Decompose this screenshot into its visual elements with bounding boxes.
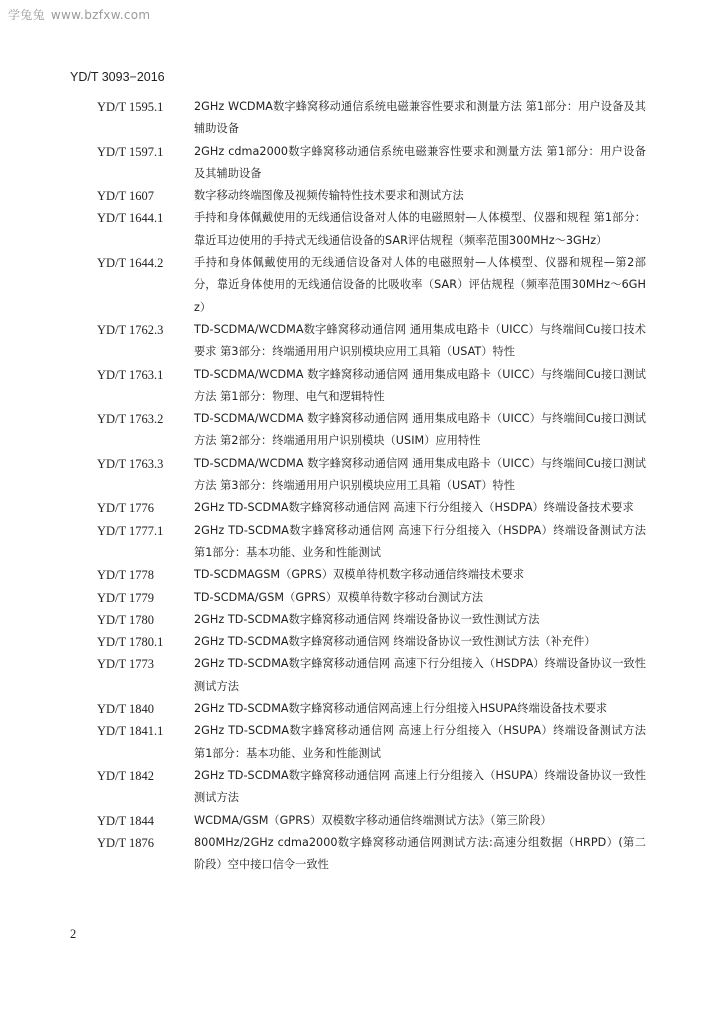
standard-code: YD/T 1876 — [97, 835, 155, 850]
standard-entry — [97, 698, 657, 720]
standard-code: YD/T 1644.2 — [97, 256, 164, 271]
standard-title: TD-SCDMA/WCDMA 数字蜂窝移动通信网 通用集成电路卡（UICC）与终端间Cu接口测试方法 第1部分：物理、电气和逻辑特性 — [194, 367, 646, 403]
standard-code: YD/T 1763.2 — [97, 412, 164, 427]
standard-code: YD/T 1776 — [97, 501, 155, 516]
standard-title: 2GHz cdma2000数字蜂窝移动通信系统电磁兼容性要求和测量方法 第1部分：用户设备及其辅助设备 — [194, 144, 646, 180]
standard-title: TD-SCDMA/WCDMA 数字蜂窝移动通信网 通用集成电路卡（UICC）与终端间Cu接口测试方法 第3部分：终端通用用户识别模块应用工具箱（USAT）特性 — [194, 456, 646, 493]
standard-entry — [97, 252, 657, 319]
standard-code: YD/T 1778 — [97, 568, 155, 583]
standard-code: YD/T 1844 — [97, 813, 155, 828]
standards-list — [97, 96, 657, 876]
standard-title: 800MHz/2GHz cdma2000数字蜂窝移动通信网测试方法:高速分组数据（HRPD）(第二阶段）空中接口信令一致性 — [194, 835, 646, 872]
standard-title: 2GHz TD-SCDMA数字蜂窝移动通信网 高速下行分组接入（HSDPA）终端设备协议一致性测试方法 — [194, 657, 646, 693]
standard-code: YD/T 1780 — [97, 612, 155, 627]
standard-entry — [97, 832, 657, 877]
standard-code: YD/T 1763.3 — [97, 456, 164, 471]
watermark-url: www.bzfxw.com — [50, 8, 151, 22]
standard-code: YD/T 1595.1 — [97, 100, 164, 114]
watermark — [8, 6, 150, 23]
standard-title: 2GHz TD-SCDMA数字蜂窝移动通信网 终端设备协议一致性测试方法 — [194, 612, 540, 626]
standard-entry — [97, 609, 657, 631]
standard-entry — [97, 96, 657, 141]
standard-entry — [97, 564, 657, 586]
standard-code: YD/T 1763.1 — [97, 367, 164, 382]
standard-code: YD/T 1777.1 — [97, 523, 164, 538]
standard-title: TD-SCDMAGSM（GPRS）双模单待机数字移动通信终端技术要求 — [194, 568, 525, 582]
standard-title: 手持和身体佩戴使用的无线通信设备对人体的电磁照射—人体模型、仪器和规程 第1部分：靠近耳边使用的手持式无线通信设备的SAR评估规程（频率范围300MHz～3GHz） — [194, 211, 646, 247]
standard-title: TD-SCDMA/WCDMA数字蜂窝移动通信网 通用集成电路卡（UICC）与终端间Cu接口技术要求 第3部分：终端通用用户识别模块应用工具箱（USAT）特性 — [194, 322, 646, 359]
standard-entry — [97, 653, 657, 698]
standard-title: 2GHz TD-SCDMA数字蜂窝移动通信网 高速上行分组接入（HSUPA）终端设备协议一致性测试方法 — [194, 768, 646, 805]
standard-title: TD-SCDMA/WCDMA 数字蜂窝移动通信网 通用集成电路卡（UICC）与终端间Cu接口测试方法 第2部分：终端通用用户识别模块（USIM）应用特性 — [194, 412, 646, 448]
standard-entry — [97, 765, 657, 810]
standard-title: 2GHz TD-SCDMA数字蜂窝移动通信网 高速上行分组接入（HSUPA）终端设备测试方法 第1部分：基本功能、业务和性能测试 — [194, 724, 646, 760]
standard-code: YD/T 1773 — [97, 657, 155, 672]
standard-entry — [97, 364, 657, 409]
standard-entry — [97, 453, 657, 498]
standard-entry — [97, 520, 657, 565]
standard-title: 2GHz TD-SCDMA数字蜂窝移动通信网 终端设备协议一致性测试方法（补充件） — [194, 635, 596, 649]
standard-code: YD/T 1762.3 — [97, 322, 164, 337]
standard-title: WCDMA/GSM（GPRS）双模数字移动通信终端测试方法》（第三阶段） — [194, 813, 552, 827]
watermark-site-name: 学兔兔 — [8, 8, 45, 22]
standard-code: YD/T 1840 — [97, 702, 155, 717]
standard-entry — [97, 207, 657, 252]
standard-code: YD/T 1644.1 — [97, 211, 164, 226]
standard-title: 数字移动终端图像及视频传输特性技术要求和测试方法 — [194, 189, 464, 203]
standard-title: 2GHz WCDMA数字蜂窝移动通信系统电磁兼容性要求和测量方法 第1部分：用户设备及其辅助设备 — [194, 100, 646, 136]
standard-entry — [97, 319, 657, 364]
standard-entry — [97, 587, 657, 609]
standard-entry — [97, 141, 657, 186]
standard-title: 2GHz TD-SCDMA数字蜂窝移动通信网 高速下行分组接入（HSDPA）终端设备测试方法 第1部分：基本功能、业务和性能测试 — [194, 523, 646, 559]
standard-code: YD/T 1780.1 — [97, 635, 164, 650]
standard-code: YD/T 1779 — [97, 590, 155, 605]
standard-code: YD/T 1597.1 — [97, 144, 164, 159]
standard-entry — [97, 631, 657, 653]
standard-code: YD/T 1607 — [97, 189, 155, 204]
page-number: 2 — [70, 927, 77, 941]
standard-title: 手持和身体佩戴使用的无线通信设备对人体的电磁照射—人体模型、仪器和规程—第2部分，靠近身体使用的无线通信设备的比吸收率（SAR）评估规程（频率范围30MHz～6GHz） — [194, 256, 646, 314]
standard-entry — [97, 408, 657, 453]
standard-title: TD-SCDMA/GSM（GPRS）双模单待数字移动台测试方法 — [194, 590, 484, 604]
standard-code: YD/T 1842 — [97, 768, 155, 783]
standard-entry — [97, 720, 657, 765]
standard-title: 2GHz TD-SCDMA数字蜂窝移动通信网 高速下行分组接入（HSDPA）终端设备技术要求 — [194, 501, 634, 515]
standard-entry — [97, 810, 657, 832]
standard-title: 2GHz TD-SCDMA数字蜂窝移动通信网高速上行分组接入HSUPA终端设备技术要求 — [194, 702, 608, 716]
header-document-code: YD/T 3093−2016 — [70, 70, 165, 84]
standard-entry — [97, 185, 657, 207]
standard-code: YD/T 1841.1 — [97, 724, 164, 739]
standard-entry — [97, 497, 657, 519]
